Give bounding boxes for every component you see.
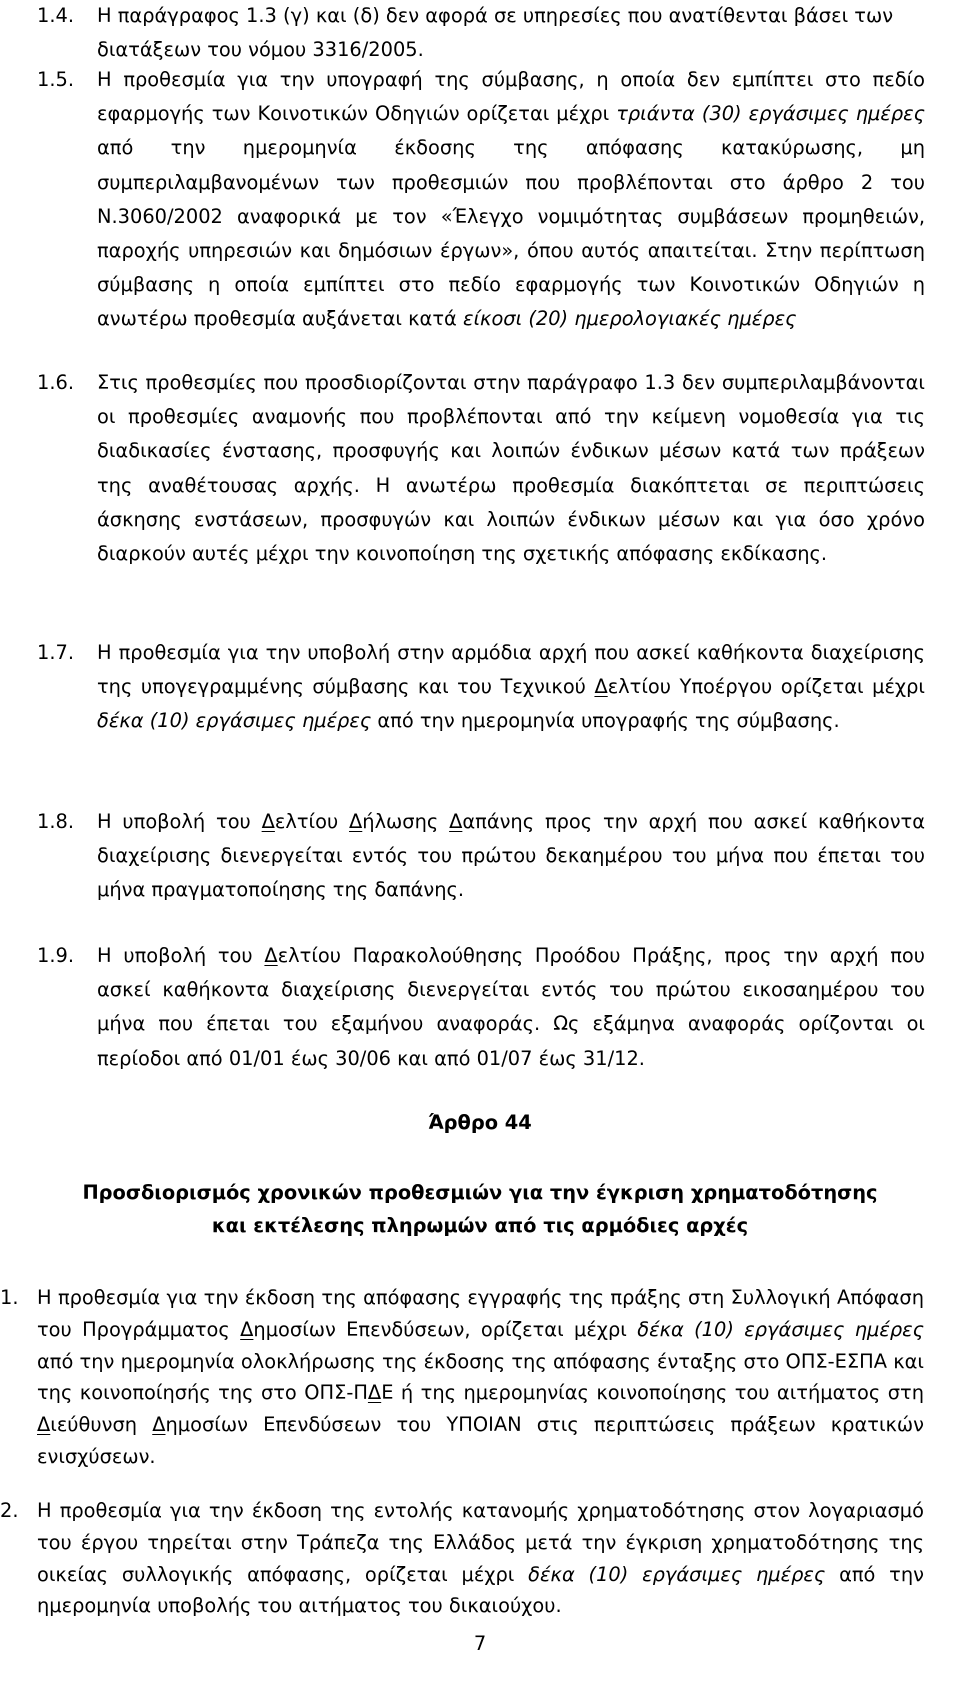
- paragraph-1-5: Η προθεσμία για την υπογραφή της σύμβασης, η οποία δεν εμπίπτει στο πεδίο εφαρμογής των Κοινοτικών Οδηγιών ορίζεται μέχρι τριάντα (30) εργάσιμες ημέρες από την ημερομηνία έκδοσης της απόφασης κατακύρωσης, μη συμπεριλαμβανομένων των προθεσμιών που προβλέπονται στο άρθρο 2 του Ν.3060/2002 αναφορικά με τον «Έλεγχο νομιμότητας συμβάσεων προμηθειών, παροχής υπηρεσιών και δημόσιων έργων», όπου αυτός απαιτείται. Στην περίπτωση σύμβασης η οποία εμπίπτει στο πεδίο εφαρμογής των Κοινοτικών Οδηγιών η ανωτέρω προθεσμία αυξάνεται κατά είκοσι (20) ημερολογιακές ημέρες: [97, 68, 925, 331]
- page-number: 7: [473, 1632, 487, 1655]
- article-subtitle-line-2: και εκτέλεσης πληρωμών από τις αρμόδιες αρχές: [211, 1214, 749, 1237]
- article-subtitle-line-1: Προσδιορισμός χρονικών προθεσμιών για την έγκριση χρηματοδότησης: [82, 1181, 878, 1204]
- paragraph-1-4: Η παράγραφος 1.3 (γ) και (δ) δεν αφορά σε υπηρεσίες που ανατίθενται βάσει των διατάξεων του νόμου 3316/2005.: [97, 4, 894, 62]
- paragraph-1-9: Η υποβολή του Δελτίου Παρακολούθησης Προόδου Πράξης, προς την αρχή που ασκεί καθήκοντα διαχείρισης διενεργείται εντός του πρώτου εικοσαημέρου του μήνα που έπεται του εξαμήνου αναφοράς. Ως εξάμηνα αναφοράς ορίζονται οι περίοδοι από 01/01 έως 30/06 και από 01/07 έως 31/12.: [97, 944, 926, 1070]
- paragraph-1-6: Στις προθεσμίες που προσδιορίζονται στην παράγραφο 1.3 δεν συμπεριλαμβάνονται οι προθεσμίες αναμονής που προβλέπονται από την κείμενη νομοθεσία για τις διαδικασίες ένστασης, προσφυγής και λοιπών ένδικων μέσων κατά των πράξεων της αναθέτουσας αρχής. Η ανωτέρω προθεσμία διακόπτεται σε περιπτώσεις άσκησης ενστάσεων, προσφυγών και λοιπών ένδικων μέσων και για όσο χρόνο διαρκούν αυτές μέχρι την κοινοποίηση της σχετικής απόφασης εκδίκασης.: [97, 371, 925, 566]
- paragraph-number: 1.4.: [37, 4, 75, 27]
- paragraph-number: 1.5.: [37, 68, 75, 91]
- paragraph-1-8: Η υποβολή του Δελτίου Δήλωσης Δαπάνης προς την αρχή που ασκεί καθήκοντα διαχείρισης διενεργείται εντός του πρώτου δεκαημέρου του μήνα που έπεται του μήνα πραγματοποίησης της δαπάνης.: [97, 810, 925, 902]
- paragraph-number: 1.8.: [37, 810, 75, 833]
- paragraph-number: 1.7.: [37, 641, 75, 664]
- paragraph-number: 2.: [0, 1499, 19, 1522]
- paragraph-number: 1.: [0, 1286, 19, 1309]
- paragraph-number: 1.6.: [37, 371, 75, 394]
- paragraph-1: Η προθεσμία για την έκδοση της απόφασης εγγραφής της πράξης στη Συλλογική Απόφαση του Προγράμματος Δημοσίων Επενδύσεων, ορίζεται μέχρι δέκα (10) εργάσιμες ημέρες από την ημερομηνία ολοκλήρωσης της έκδοσης της απόφασης ένταξης στο ΟΠΣ-ΕΣΠΑ και της κοινοποίησής της στο ΟΠΣ-ΠΔΕ ή της ημερομηνίας κοινοποίησης του αιτήματος στη Διεύθυνση Δημοσίων Επενδύσεων του ΥΠΟΙΑΝ στις περιπτώσεις πράξεων κρατικών ενισχύσεων.: [37, 1286, 925, 1468]
- paragraph-1-7: Η προθεσμία για την υποβολή στην αρμόδια αρχή που ασκεί καθήκοντα διαχείρισης της υπογεγραμμένης σύμβασης και του Τεχνικού Δελτίου Υποέργου ορίζεται μέχρι δέκα (10) εργάσιμες ημέρες από την ημερομηνία υπογραφής της σύμβασης.: [97, 641, 925, 733]
- article-title: Άρθρο 44: [428, 1111, 532, 1134]
- paragraph-number: 1.9.: [37, 944, 75, 967]
- paragraph-2: Η προθεσμία για την έκδοση της εντολής κατανομής χρηματοδότησης στον λογαριασμό του έργου τηρείται στην Τράπεζα της Ελλάδος μετά την έγκριση χρηματοδότησης της οικείας συλλογικής απόφασης, ορίζεται μέχρι δέκα (10) εργάσιμες ημέρες από την ημερομηνία υποβολής του αιτήματος του δικαιούχου.: [37, 1499, 924, 1618]
